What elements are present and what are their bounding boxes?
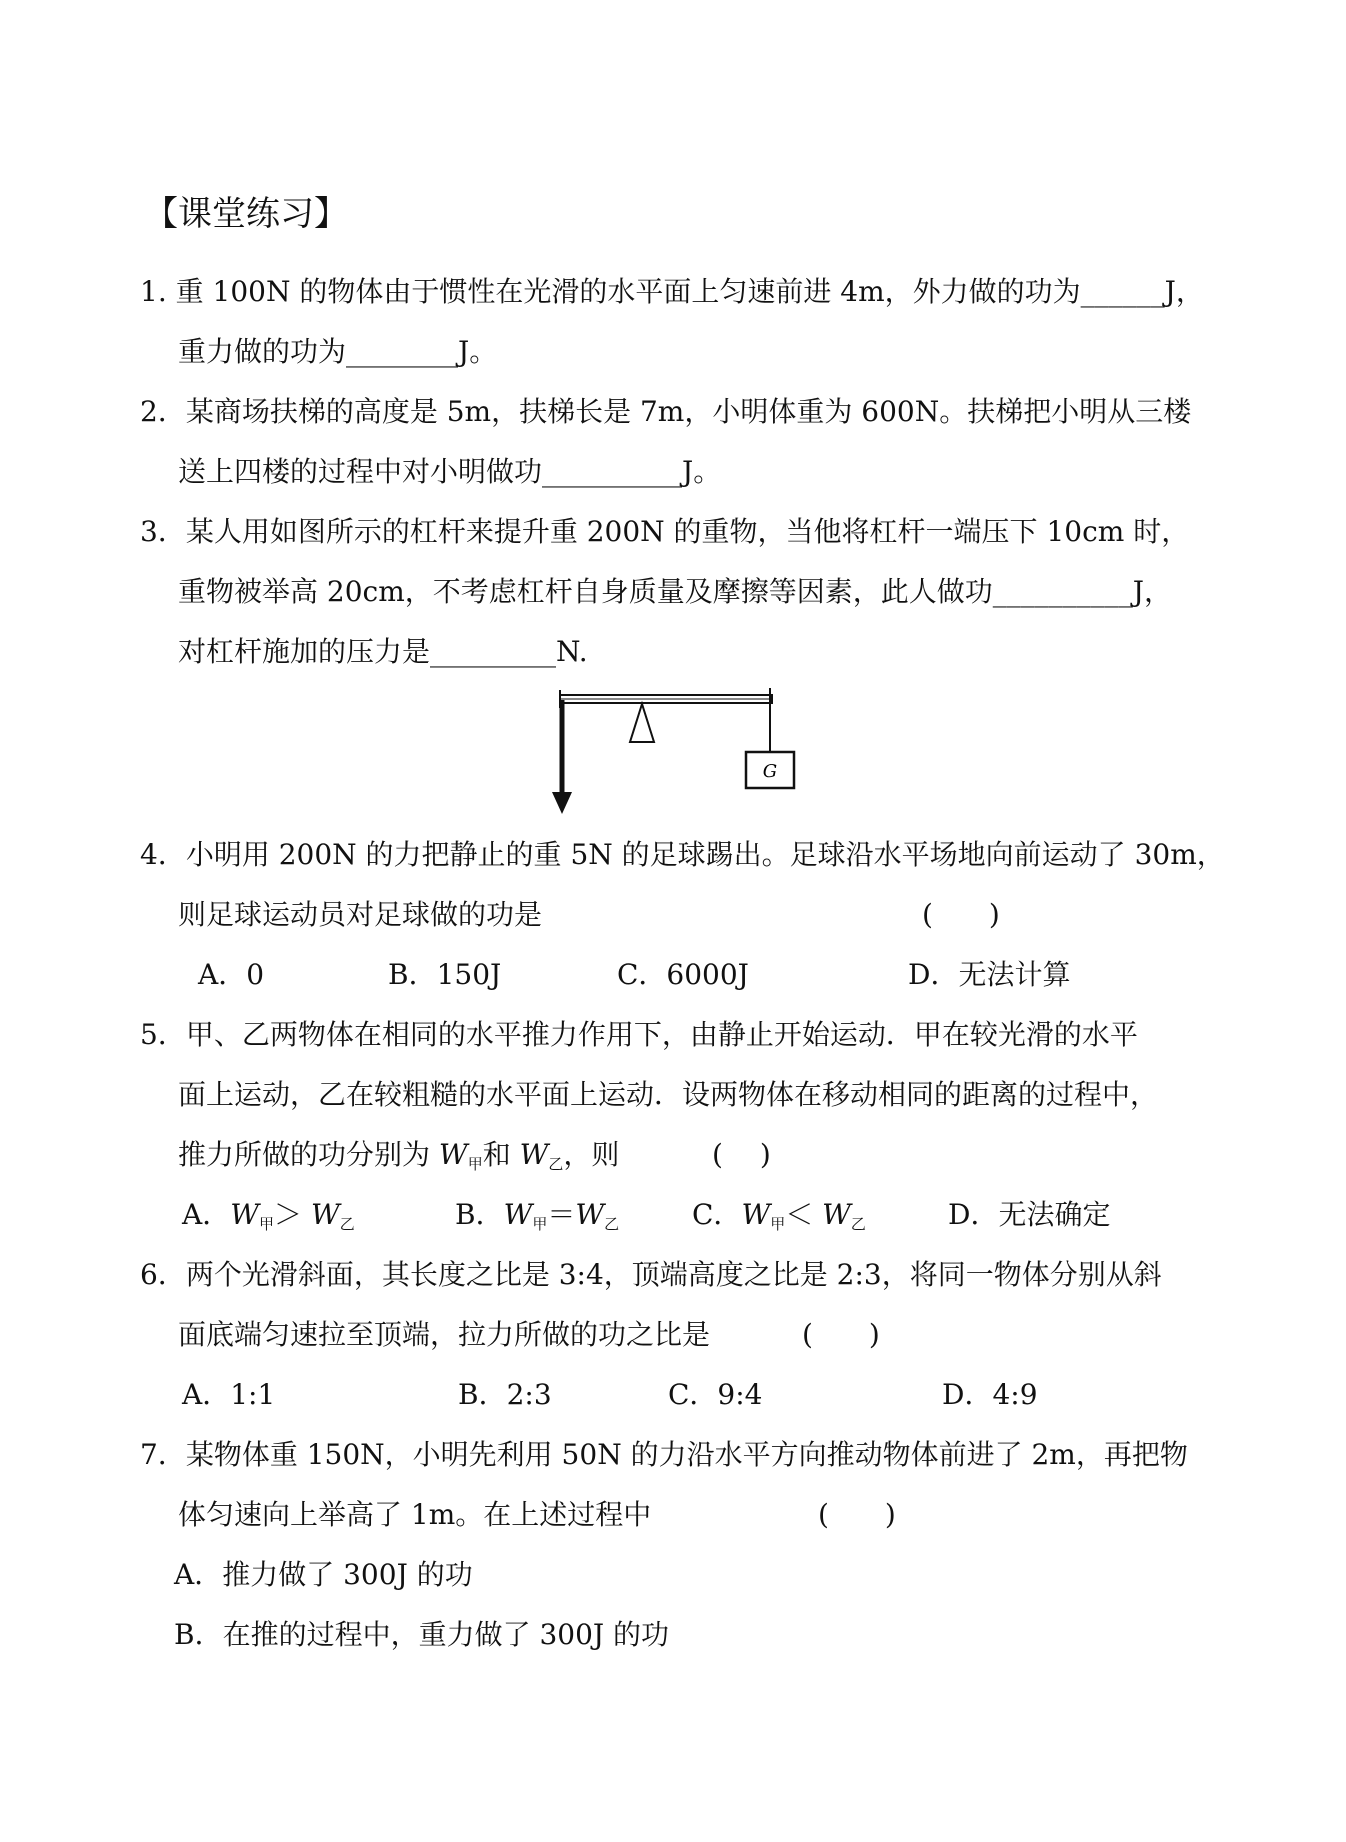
question-5-option-d: D．无法确定	[948, 1198, 1111, 1231]
question-6-answer-paren: ( )	[802, 1318, 880, 1351]
lever-bar	[560, 695, 772, 703]
question-6-option-d: D．4:9	[942, 1378, 1038, 1411]
question-5-answer-paren: ( )	[712, 1138, 771, 1171]
subscript-jia: 甲	[467, 1155, 483, 1173]
question-7-option-b: B．在推的过程中，重力做了 300J 的功	[174, 1618, 670, 1651]
question-5-option-c: C．W甲＜ W乙	[692, 1198, 866, 1233]
question-4-option-b: B．150J	[388, 958, 502, 991]
question-7-answer-paren: ( )	[818, 1498, 896, 1531]
question-5-line-3	[178, 1138, 619, 1176]
question-3-line-3: 对杠杆施加的压力是_________N.	[178, 635, 588, 668]
question-4-line-2: 则足球运动员对足球做的功是	[178, 898, 543, 931]
question-6-option-a: A．1:1	[182, 1378, 276, 1411]
question-4-option-d: D．无法计算	[908, 958, 1071, 991]
question-7-line-1: 7．某物体重 150N，小明先利用 50N 的力沿水平方向推动物体前进了 2m，再把物	[140, 1438, 1188, 1471]
question-3-line-1: 3．某人用如图所示的杠杆来提升重 200N 的重物，当他将杠杆一端压下 10cm 时，	[140, 515, 1190, 548]
work-symbol: W	[438, 1138, 468, 1171]
question-4-option-a: A．0	[198, 958, 265, 991]
question-6-option-b: B．2:3	[458, 1378, 552, 1411]
section-title: 【课堂练习】	[144, 194, 348, 234]
q5-text-and: 和	[482, 1138, 520, 1171]
question-6-line-1: 6．两个光滑斜面，其长度之比是 3:4，顶端高度之比是 2:3，将同一物体分别从斜	[140, 1258, 1162, 1291]
question-7-line-2: 体匀速向上举高了 1m。在上述过程中	[178, 1498, 652, 1531]
question-5-line-1: 5．甲、乙两物体在相同的水平推力作用下，由静止开始运动．甲在较光滑的水平	[140, 1018, 1138, 1051]
question-5-option-a: A．W甲＞ W乙	[182, 1198, 355, 1233]
subscript-yi: 乙	[548, 1155, 564, 1173]
question-3-line-2: 重物被举高 20cm，不考虑杠杆自身质量及摩擦等因素，此人做功__________J，	[178, 575, 1172, 608]
question-4-option-c: C．6000J	[617, 958, 749, 991]
question-5-line-2: 面上运动，乙在较粗糙的水平面上运动．设两物体在移动相同的距离的过程中，	[178, 1078, 1159, 1111]
q5-text-post: ，则	[563, 1138, 620, 1171]
question-4-line-1: 4．小明用 200N 的力把静止的重 5N 的足球踢出。足球沿水平场地向前运动了 30m，	[140, 838, 1225, 871]
fulcrum-triangle	[630, 704, 654, 742]
question-5-option-b: B．W甲＝W乙	[455, 1198, 620, 1233]
question-6-line-2: 面底端匀速拉至顶端，拉力所做的功之比是	[178, 1318, 711, 1351]
question-7-option-a: A．推力做了 300J 的功	[174, 1558, 473, 1591]
question-1-line-1: 1. 重 100N 的物体由于惯性在光滑的水平面上匀速前进 4m，外力做的功为______J，	[140, 275, 1204, 308]
work-symbol: W	[519, 1138, 549, 1171]
q5-text-pre: 推力所做的功分别为	[178, 1138, 439, 1171]
question-2-line-1: 2．某商场扶梯的高度是 5m，扶梯长是 7m，小明体重为 600N。扶梯把小明从三楼	[140, 395, 1192, 428]
question-4-answer-paren: ( )	[922, 898, 1000, 931]
question-2-line-2: 送上四楼的过程中对小明做功__________J。	[178, 455, 722, 488]
question-1-line-2: 重力做的功为________J。	[178, 335, 498, 368]
force-arrow	[552, 700, 572, 814]
lever-diagram	[548, 680, 818, 820]
question-6-option-c: C．9:4	[668, 1378, 763, 1411]
weight-label: G	[762, 761, 778, 782]
weight-box	[746, 752, 794, 788]
